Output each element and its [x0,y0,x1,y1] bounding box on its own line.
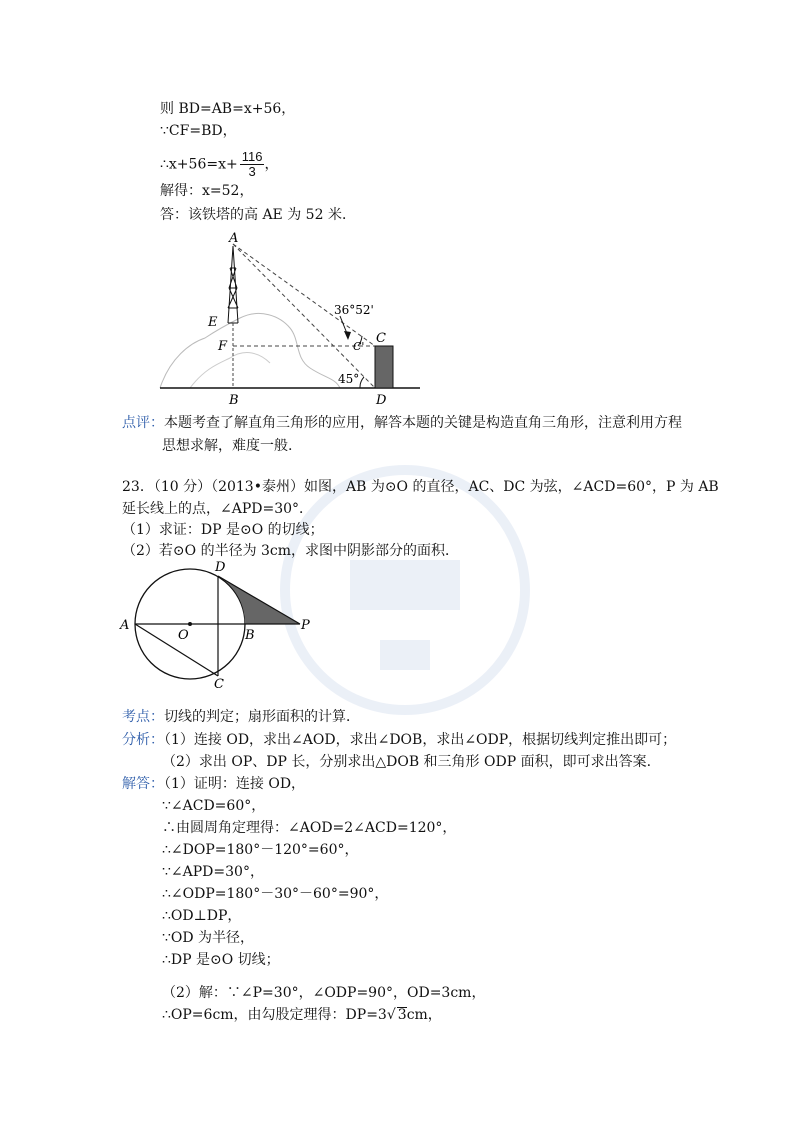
tower-figure [150,228,430,408]
fenxi-tag: 分析： [122,732,164,748]
proof-line: ∴由圆周角定理得：∠AOD=2∠ACD=120°， [162,820,457,836]
jieda-tag: 解答： [122,776,164,792]
text-line: 答：该铁塔的高 AE 为 52 米． [160,207,356,223]
point-label-D: D [215,560,226,575]
proof-line: ∴DP 是⊙O 切线； [162,952,280,968]
jieda-text: （1）证明：连接 OD， [164,776,306,792]
fraction [240,150,265,179]
equation-text: ∴x+56=x+ [160,156,238,173]
angle-label-2: 45° [338,372,360,386]
text-line: ∵CF=BD， [160,123,237,139]
point-label-E: E [208,315,218,330]
review-line [122,414,682,432]
text-line: （2）求出 OP、DP 长，分别求出△DOB 和三角形 ODP 面积，即可求出答案. [162,754,652,770]
review-tag: 点评： [122,415,164,431]
fenxi-line [122,731,676,749]
problem-stem: 23．（10 分）（2013•泰州）如图，AB 为⊙O 的直径，AC、DC 为弦，∠ACD=60°，P 为 AB [122,479,719,495]
problem-question: （2）若⊙O 的半径为 3cm，求图中阴影部分的面积． [122,543,460,559]
proof-line: ∵∠ACD=60°， [162,798,266,814]
circle-figure [118,558,318,688]
kaodian-line [122,708,360,726]
proof-text: ∴OP=6cm，由勾股定理得：DP=3 [162,1007,387,1023]
jieda-line [122,775,305,793]
angle-label-1: 36°52' [334,303,374,317]
proof-line: ∵∠APD=30°， [162,864,264,880]
proof-line: ∵OD 为半径， [162,930,255,946]
point-label-O: O [178,628,189,643]
proof-line: ∴OP=6cm，由勾股定理得：DP=3√ 3cm， [162,1007,442,1023]
fraction-numerator: 116 [241,149,263,164]
proof-unit: cm， [406,1007,442,1023]
point-label-C: C [214,677,224,688]
text-line: 思想求解，难度一般. [162,438,293,454]
kaodian-text: 切线的判定；扇形面积的计算． [164,709,360,725]
point-label-B: B [245,628,255,643]
sqrt-radicand: 3 [397,1007,407,1023]
equation-line [160,150,278,179]
proof-line: ∴∠DOP=180°－120°=60°， [162,842,359,858]
proof-line: （2）解：∵∠P=30°，∠ODP=90°，OD=3cm， [162,985,486,1001]
proof-line: ∴∠ODP=180°－30°－60°=90°， [162,886,389,902]
point-label-B: B [229,393,239,408]
text-line: 解得：x=52， [160,183,254,199]
point-label-A: A [120,618,130,633]
point-label-D: D [376,393,387,408]
point-label-P: P [301,618,310,633]
fenxi-text: （1）连接 OD，求出∠AOD，求出∠DOB，求出∠ODP，根据切线判定推出即可； [164,732,677,748]
equation-punct: ， [264,156,279,173]
problem-question: （1）求证：DP 是⊙O 的切线； [122,522,324,538]
kaodian-tag: 考点： [122,709,164,725]
problem-stem: 延长线上的点，∠APD=30°． [122,501,314,517]
review-text: 本题考查了解直角三角形的应用，解答本题的关键是构造直角三角形，注意利用方程 [164,415,682,431]
point-label-C: C [376,331,386,346]
point-label-A: A [229,231,239,246]
fraction-denominator: 3 [248,164,256,179]
point-label-C-prime: C' [353,340,365,353]
point-label-F: F [218,339,228,354]
text-line: 则 BD=AB=x+56， [160,101,296,117]
proof-line: ∴OD⊥DP， [162,908,242,924]
